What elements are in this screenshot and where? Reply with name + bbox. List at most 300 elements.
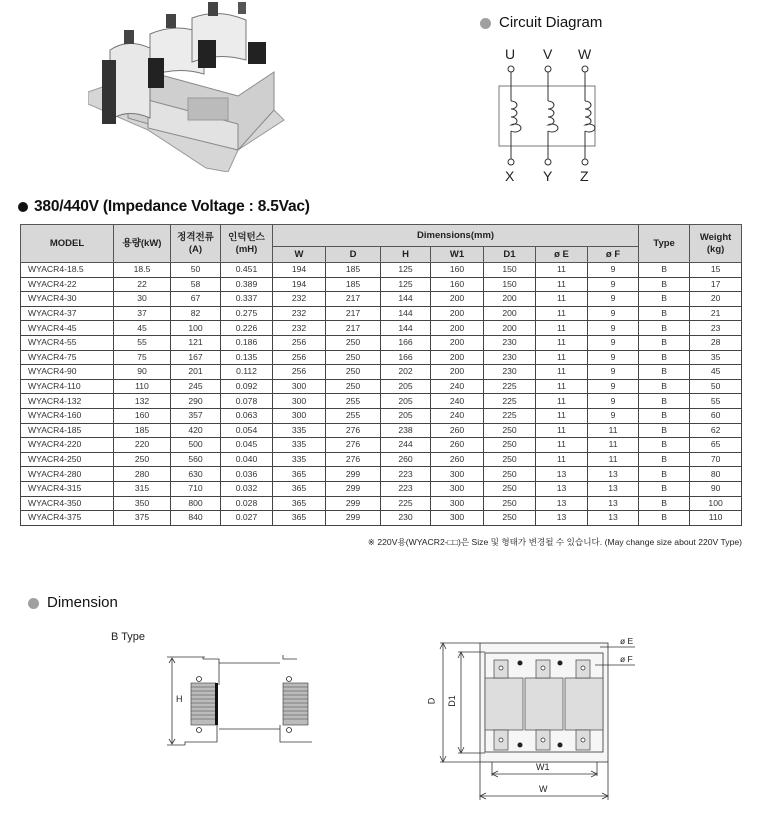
cell-f: 11 xyxy=(588,423,639,438)
cell-current: 630 xyxy=(171,467,221,482)
cell-w: 256 xyxy=(273,335,326,350)
cell-d1: 230 xyxy=(484,365,536,380)
header-dim-d1: D1 xyxy=(484,247,536,263)
cell-d: 255 xyxy=(326,394,381,409)
cell-type: B xyxy=(639,438,690,453)
table-row xyxy=(21,481,742,496)
cell-inductance: 0.028 xyxy=(221,496,273,511)
table-row xyxy=(21,496,742,511)
header-dim-w1: W1 xyxy=(431,247,484,263)
cell-capacity: 75 xyxy=(114,350,171,365)
cell-capacity: 350 xyxy=(114,496,171,511)
dim-label-e: ø E xyxy=(620,636,634,646)
cell-f: 9 xyxy=(588,321,639,336)
cell-d1: 200 xyxy=(484,321,536,336)
cell-current: 710 xyxy=(171,481,221,496)
cell-d1: 250 xyxy=(484,467,536,482)
table-row xyxy=(21,379,742,394)
cell-model: WYACR4-18.5 xyxy=(21,263,114,278)
header-dim-h: H xyxy=(381,247,431,263)
cell-f: 9 xyxy=(588,306,639,321)
header-inductance-top: 인덕턴스 xyxy=(228,231,265,243)
table-row xyxy=(21,467,742,482)
cell-current: 290 xyxy=(171,394,221,409)
cell-w: 232 xyxy=(273,321,326,336)
cell-h: 205 xyxy=(381,408,431,423)
cell-d: 250 xyxy=(326,365,381,380)
cell-d1: 250 xyxy=(484,452,536,467)
cell-w1: 240 xyxy=(431,394,484,409)
cell-d: 276 xyxy=(326,438,381,453)
cell-weight: 80 xyxy=(690,467,742,482)
cell-d: 250 xyxy=(326,350,381,365)
cell-type: B xyxy=(639,481,690,496)
cell-h: 144 xyxy=(381,292,431,307)
cell-w1: 260 xyxy=(431,423,484,438)
cell-w1: 240 xyxy=(431,379,484,394)
terminal-y: Y xyxy=(543,168,553,184)
terminal-u: U xyxy=(505,46,516,62)
cell-w: 365 xyxy=(273,496,326,511)
header-capacity: 용량(kW) xyxy=(114,225,171,263)
cell-f: 13 xyxy=(588,467,639,482)
cell-inductance: 0.063 xyxy=(221,408,273,423)
table-row xyxy=(21,452,742,467)
cell-d1: 200 xyxy=(484,306,536,321)
top-view-svg xyxy=(430,638,645,803)
cell-inductance: 0.036 xyxy=(221,467,273,482)
side-view-svg xyxy=(165,655,315,747)
cell-d1: 230 xyxy=(484,335,536,350)
cell-e: 11 xyxy=(536,321,588,336)
dim-label-h: H xyxy=(176,694,183,704)
cell-type: B xyxy=(639,394,690,409)
cell-current: 50 xyxy=(171,263,221,278)
table-row xyxy=(21,438,742,453)
cell-e: 13 xyxy=(536,467,588,482)
cell-weight: 50 xyxy=(690,379,742,394)
terminal-v: V xyxy=(543,46,553,62)
cell-h: 144 xyxy=(381,321,431,336)
cell-d: 217 xyxy=(326,321,381,336)
cell-d1: 150 xyxy=(484,277,536,292)
cell-h: 166 xyxy=(381,335,431,350)
cell-e: 11 xyxy=(536,292,588,307)
cell-inductance: 0.112 xyxy=(221,365,273,380)
cell-w: 365 xyxy=(273,511,326,526)
table-row xyxy=(21,511,742,526)
table-row xyxy=(21,335,742,350)
cell-inductance: 0.092 xyxy=(221,379,273,394)
circuit-diagram-title-text: Circuit Diagram xyxy=(499,14,603,31)
cell-weight: 55 xyxy=(690,394,742,409)
cell-weight: 28 xyxy=(690,335,742,350)
cell-d1: 225 xyxy=(484,394,536,409)
cell-current: 560 xyxy=(171,452,221,467)
cell-w: 256 xyxy=(273,350,326,365)
cell-current: 100 xyxy=(171,321,221,336)
cell-h: 223 xyxy=(381,481,431,496)
header-dim-w: W xyxy=(273,247,326,263)
top-view-drawing xyxy=(426,636,645,803)
cell-e: 11 xyxy=(536,277,588,292)
cell-e: 11 xyxy=(536,306,588,321)
cell-e: 13 xyxy=(536,481,588,496)
header-dim-f: ø F xyxy=(588,247,639,263)
cell-e: 11 xyxy=(536,438,588,453)
spec-title xyxy=(18,198,310,216)
cell-w1: 300 xyxy=(431,511,484,526)
cell-type: B xyxy=(639,292,690,307)
product-photo xyxy=(88,0,298,172)
terminal-z: Z xyxy=(580,168,589,184)
cell-weight: 70 xyxy=(690,452,742,467)
cell-type: B xyxy=(639,452,690,467)
cell-e: 11 xyxy=(536,452,588,467)
cell-capacity: 30 xyxy=(114,292,171,307)
cell-model: WYACR4-75 xyxy=(21,350,114,365)
header-inductance-bottom: (mH) xyxy=(235,243,258,255)
cell-w1: 160 xyxy=(431,263,484,278)
cell-e: 13 xyxy=(536,511,588,526)
cell-w1: 200 xyxy=(431,350,484,365)
header-type: Type xyxy=(639,225,690,263)
cell-model: WYACR4-37 xyxy=(21,306,114,321)
cell-model: WYACR4-280 xyxy=(21,467,114,482)
cell-model: WYACR4-250 xyxy=(21,452,114,467)
cell-w1: 300 xyxy=(431,481,484,496)
cell-current: 245 xyxy=(171,379,221,394)
cell-current: 800 xyxy=(171,496,221,511)
cell-w: 232 xyxy=(273,292,326,307)
header-dim-d: D xyxy=(326,247,381,263)
header-current xyxy=(171,225,221,263)
cell-f: 9 xyxy=(588,263,639,278)
dim-label-d: D xyxy=(426,697,437,705)
cell-weight: 90 xyxy=(690,481,742,496)
cell-inductance: 0.275 xyxy=(221,306,273,321)
cell-f: 9 xyxy=(588,408,639,423)
cell-d: 255 xyxy=(326,408,381,423)
cell-e: 11 xyxy=(536,394,588,409)
spec-table-body xyxy=(21,263,742,526)
table-row xyxy=(21,423,742,438)
header-weight xyxy=(690,225,742,263)
cell-w1: 200 xyxy=(431,365,484,380)
cell-w: 335 xyxy=(273,452,326,467)
cell-capacity: 90 xyxy=(114,365,171,380)
spec-title-text: 380/440V (Impedance Voltage : 8.5Vac) xyxy=(34,198,310,215)
cell-e: 11 xyxy=(536,408,588,423)
cell-inductance: 0.054 xyxy=(221,423,273,438)
cell-d: 185 xyxy=(326,277,381,292)
header-dimensions: Dimensions(mm) xyxy=(273,225,639,247)
cell-d: 250 xyxy=(326,335,381,350)
cell-w: 335 xyxy=(273,438,326,453)
cell-type: B xyxy=(639,379,690,394)
cell-f: 13 xyxy=(588,481,639,496)
cell-capacity: 280 xyxy=(114,467,171,482)
cell-h: 223 xyxy=(381,467,431,482)
cell-f: 9 xyxy=(588,379,639,394)
cell-weight: 35 xyxy=(690,350,742,365)
cell-w: 256 xyxy=(273,365,326,380)
cell-h: 202 xyxy=(381,365,431,380)
cell-inductance: 0.451 xyxy=(221,263,273,278)
cell-d: 276 xyxy=(326,452,381,467)
table-row xyxy=(21,263,742,278)
cell-d1: 230 xyxy=(484,350,536,365)
table-row xyxy=(21,292,742,307)
cell-w: 300 xyxy=(273,394,326,409)
cell-d: 299 xyxy=(326,496,381,511)
cell-d1: 250 xyxy=(484,511,536,526)
cell-capacity: 220 xyxy=(114,438,171,453)
cell-current: 58 xyxy=(171,277,221,292)
cell-inductance: 0.027 xyxy=(221,511,273,526)
header-model: MODEL xyxy=(21,225,114,263)
header-current-top: 정격전류 xyxy=(177,231,214,243)
cell-w1: 260 xyxy=(431,452,484,467)
bullet-icon xyxy=(18,202,28,212)
cell-d: 299 xyxy=(326,481,381,496)
cell-capacity: 22 xyxy=(114,277,171,292)
cell-d: 217 xyxy=(326,306,381,321)
cell-inductance: 0.135 xyxy=(221,350,273,365)
cell-model: WYACR4-110 xyxy=(21,379,114,394)
cell-h: 125 xyxy=(381,277,431,292)
cell-type: B xyxy=(639,496,690,511)
cell-model: WYACR4-45 xyxy=(21,321,114,336)
cell-current: 167 xyxy=(171,350,221,365)
cell-w: 335 xyxy=(273,423,326,438)
cell-w1: 300 xyxy=(431,467,484,482)
cell-capacity: 160 xyxy=(114,408,171,423)
cell-weight: 62 xyxy=(690,423,742,438)
cell-w: 194 xyxy=(273,277,326,292)
header-inductance xyxy=(221,225,273,263)
cell-inductance: 0.045 xyxy=(221,438,273,453)
cell-model: WYACR4-350 xyxy=(21,496,114,511)
dim-label-d1: D1 xyxy=(446,695,457,707)
cell-h: 205 xyxy=(381,394,431,409)
table-row xyxy=(21,408,742,423)
cell-current: 82 xyxy=(171,306,221,321)
cell-h: 205 xyxy=(381,379,431,394)
cell-f: 9 xyxy=(588,335,639,350)
cell-type: B xyxy=(639,467,690,482)
bullet-icon xyxy=(480,18,491,29)
cell-model: WYACR4-132 xyxy=(21,394,114,409)
cell-d1: 200 xyxy=(484,292,536,307)
cell-type: B xyxy=(639,321,690,336)
cell-w: 365 xyxy=(273,481,326,496)
cell-model: WYACR4-220 xyxy=(21,438,114,453)
cell-h: 166 xyxy=(381,350,431,365)
cell-inductance: 0.032 xyxy=(221,481,273,496)
cell-current: 121 xyxy=(171,335,221,350)
cell-capacity: 315 xyxy=(114,481,171,496)
reactor-illustration xyxy=(88,0,298,172)
header-weight-bottom: (kg) xyxy=(706,243,725,255)
terminal-w: W xyxy=(578,46,592,62)
cell-type: B xyxy=(639,423,690,438)
cell-h: 230 xyxy=(381,511,431,526)
cell-current: 500 xyxy=(171,438,221,453)
cell-model: WYACR4-55 xyxy=(21,335,114,350)
cell-weight: 45 xyxy=(690,365,742,380)
circuit-diagram-title xyxy=(480,14,602,31)
cell-w1: 200 xyxy=(431,321,484,336)
spec-note: ※ 220V용(WYACR2-□□)은 Size 및 형태가 변경될 수 있습니다. (May change size about 220V Type) xyxy=(367,537,742,547)
cell-weight: 60 xyxy=(690,408,742,423)
cell-current: 357 xyxy=(171,408,221,423)
cell-type: B xyxy=(639,335,690,350)
cell-current: 420 xyxy=(171,423,221,438)
cell-capacity: 250 xyxy=(114,452,171,467)
cell-d1: 225 xyxy=(484,379,536,394)
cell-capacity: 37 xyxy=(114,306,171,321)
cell-inductance: 0.078 xyxy=(221,394,273,409)
cell-type: B xyxy=(639,365,690,380)
cell-inductance: 0.389 xyxy=(221,277,273,292)
cell-f: 11 xyxy=(588,452,639,467)
cell-e: 11 xyxy=(536,335,588,350)
cell-e: 11 xyxy=(536,423,588,438)
cell-w: 300 xyxy=(273,379,326,394)
dim-label-w1: W1 xyxy=(536,762,550,772)
cell-d1: 225 xyxy=(484,408,536,423)
table-row xyxy=(21,321,742,336)
cell-h: 225 xyxy=(381,496,431,511)
cell-w: 232 xyxy=(273,306,326,321)
dim-label-w: W xyxy=(539,784,548,794)
circuit-diagram-svg xyxy=(490,44,620,184)
cell-h: 260 xyxy=(381,452,431,467)
cell-type: B xyxy=(639,277,690,292)
cell-current: 67 xyxy=(171,292,221,307)
cell-model: WYACR4-185 xyxy=(21,423,114,438)
cell-type: B xyxy=(639,511,690,526)
cell-model: WYACR4-22 xyxy=(21,277,114,292)
cell-weight: 65 xyxy=(690,438,742,453)
cell-capacity: 375 xyxy=(114,511,171,526)
terminal-x: X xyxy=(505,168,515,184)
cell-d: 299 xyxy=(326,511,381,526)
cell-weight: 21 xyxy=(690,306,742,321)
b-type-label: B Type xyxy=(111,631,146,643)
cell-f: 9 xyxy=(588,394,639,409)
cell-w1: 240 xyxy=(431,408,484,423)
cell-weight: 23 xyxy=(690,321,742,336)
table-row xyxy=(21,277,742,292)
cell-e: 11 xyxy=(536,350,588,365)
cell-weight: 20 xyxy=(690,292,742,307)
cell-model: WYACR4-315 xyxy=(21,481,114,496)
cell-f: 9 xyxy=(588,292,639,307)
cell-inductance: 0.186 xyxy=(221,335,273,350)
cell-h: 238 xyxy=(381,423,431,438)
cell-d1: 250 xyxy=(484,423,536,438)
cell-d: 217 xyxy=(326,292,381,307)
cell-capacity: 110 xyxy=(114,379,171,394)
cell-h: 125 xyxy=(381,263,431,278)
table-row xyxy=(21,365,742,380)
cell-capacity: 132 xyxy=(114,394,171,409)
cell-f: 13 xyxy=(588,496,639,511)
cell-d: 185 xyxy=(326,263,381,278)
cell-w: 194 xyxy=(273,263,326,278)
cell-type: B xyxy=(639,408,690,423)
circuit-diagram xyxy=(490,44,620,184)
cell-type: B xyxy=(639,263,690,278)
cell-type: B xyxy=(639,350,690,365)
cell-model: WYACR4-90 xyxy=(21,365,114,380)
cell-weight: 15 xyxy=(690,263,742,278)
cell-w1: 260 xyxy=(431,438,484,453)
dimension-title xyxy=(28,594,118,611)
table-row xyxy=(21,394,742,409)
cell-capacity: 185 xyxy=(114,423,171,438)
cell-w1: 200 xyxy=(431,292,484,307)
dimension-title-text: Dimension xyxy=(47,594,118,611)
cell-w: 365 xyxy=(273,467,326,482)
spec-table xyxy=(20,224,742,526)
header-weight-top: Weight xyxy=(699,231,732,243)
cell-f: 13 xyxy=(588,511,639,526)
cell-d: 250 xyxy=(326,379,381,394)
cell-type: B xyxy=(639,306,690,321)
cell-e: 11 xyxy=(536,365,588,380)
cell-h: 244 xyxy=(381,438,431,453)
cell-weight: 17 xyxy=(690,277,742,292)
cell-d: 299 xyxy=(326,467,381,482)
table-row xyxy=(21,350,742,365)
cell-e: 13 xyxy=(536,496,588,511)
cell-w1: 200 xyxy=(431,335,484,350)
cell-current: 840 xyxy=(171,511,221,526)
cell-capacity: 55 xyxy=(114,335,171,350)
cell-f: 9 xyxy=(588,277,639,292)
cell-d: 276 xyxy=(326,423,381,438)
cell-d1: 250 xyxy=(484,496,536,511)
cell-e: 11 xyxy=(536,263,588,278)
header-dim-e: ø E xyxy=(536,247,588,263)
cell-f: 9 xyxy=(588,350,639,365)
cell-d1: 150 xyxy=(484,263,536,278)
cell-w1: 160 xyxy=(431,277,484,292)
cell-current: 201 xyxy=(171,365,221,380)
cell-w: 300 xyxy=(273,408,326,423)
cell-w1: 300 xyxy=(431,496,484,511)
cell-weight: 100 xyxy=(690,496,742,511)
cell-inductance: 0.226 xyxy=(221,321,273,336)
cell-model: WYACR4-375 xyxy=(21,511,114,526)
cell-d1: 250 xyxy=(484,481,536,496)
cell-inductance: 0.040 xyxy=(221,452,273,467)
cell-inductance: 0.337 xyxy=(221,292,273,307)
dim-label-f: ø F xyxy=(620,654,633,664)
side-view-drawing xyxy=(165,655,315,747)
cell-f: 9 xyxy=(588,365,639,380)
header-current-bottom: (A) xyxy=(188,243,203,255)
cell-h: 144 xyxy=(381,306,431,321)
cell-d1: 250 xyxy=(484,438,536,453)
cell-weight: 110 xyxy=(690,511,742,526)
cell-model: WYACR4-30 xyxy=(21,292,114,307)
cell-capacity: 18.5 xyxy=(114,263,171,278)
bullet-icon xyxy=(28,598,39,609)
